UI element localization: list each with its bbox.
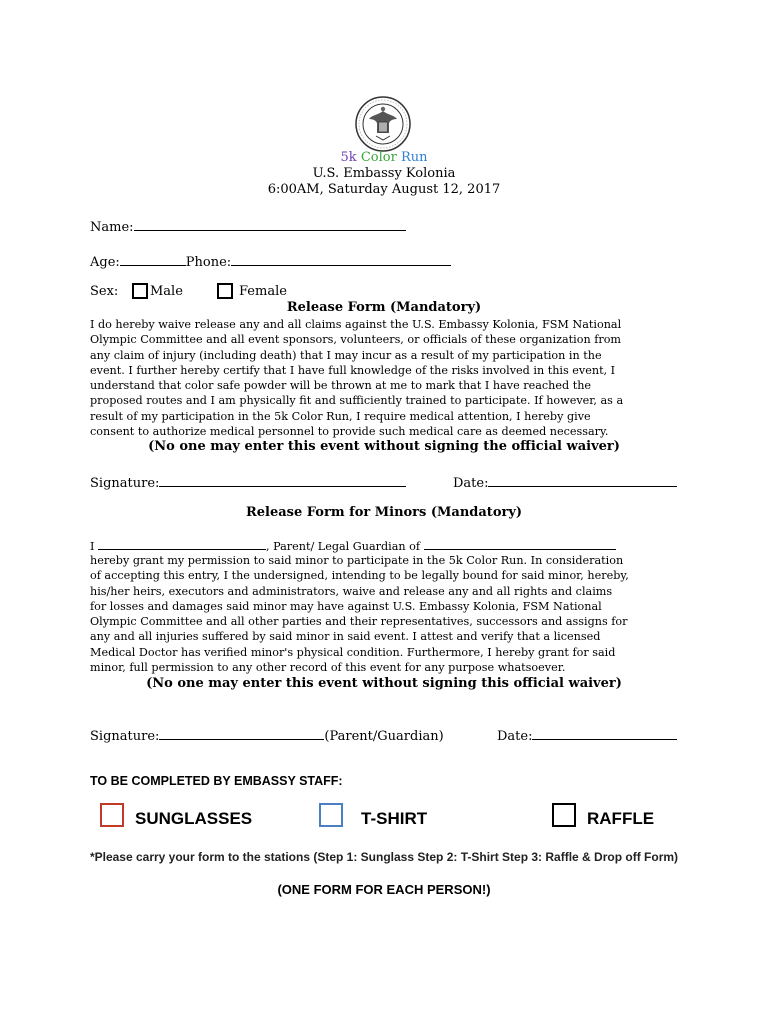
title-part-5k: 5k [340, 150, 357, 165]
minors-line: hereby grant my permission to said minor to participate in the 5k Color Run. In consideration [90, 554, 624, 567]
release-line: consent to authorize medical personnel to provide such medical care as deemed necessary. [90, 425, 609, 439]
minors-date-field[interactable] [532, 725, 677, 740]
date-label: Date: [453, 476, 489, 491]
minors-paragraph [90, 553, 680, 675]
minors-line: any and all injuries suffered by said minor in said event. I attest and verify that a licensed [90, 630, 601, 644]
title-part-color: Color [360, 150, 397, 165]
minors-signature-label: Signature: [90, 729, 160, 744]
release-line: any claim of injury (including death) that I may incur as a result of my participation in the [90, 348, 602, 362]
minors-signature-row [90, 725, 444, 744]
female-checkbox[interactable] [217, 283, 233, 299]
raffle-label: RAFFLE [587, 809, 655, 828]
name-field[interactable] [134, 216, 406, 231]
signature-field[interactable] [159, 472, 406, 487]
minors-line: of accepting this entry, I the undersigned, intending to be legally bound for said minor, hereby, [90, 569, 629, 583]
age-field[interactable] [120, 251, 186, 266]
release-heading: Release Form (Mandatory) [286, 300, 482, 315]
female-label: Female [239, 284, 287, 299]
release-paragraph [90, 317, 680, 439]
organization: U.S. Embassy Kolonia [312, 166, 456, 181]
minors-line: minor, full permission to any other record of this event for any purpose whatsoever. [90, 661, 566, 675]
minor-name-field[interactable] [424, 538, 616, 550]
minors-line: Medical Doctor has verified minor's physical condition. Furthermore, I hereby grant for said [90, 645, 616, 659]
phone-field[interactable] [231, 251, 451, 266]
minors-line: his/her heirs, executors and administrators, waive and release any and all rights and claims [90, 584, 613, 598]
minors-date-row [497, 725, 677, 744]
minors-line: Olympic Committee and all other parties and their representatives, successors and assigns for [90, 615, 628, 629]
minors-line: for losses and damages said minor may have against U.S. Embassy Kolonia, FSM National [90, 599, 602, 613]
minors-notice: (No one may enter this event without signing this official waiver) [146, 676, 622, 691]
male-checkbox[interactable] [132, 283, 148, 299]
phone-label: Phone: [185, 255, 232, 270]
date-field[interactable] [488, 472, 677, 487]
sex-label: Sex: [90, 284, 119, 299]
age-label: Age: [90, 255, 120, 270]
signature-label: Signature: [90, 476, 160, 491]
event-datetime: 6:00AM, Saturday August 12, 2017 [267, 182, 501, 197]
tshirt-checkbox[interactable] [319, 803, 343, 827]
release-line: proposed routes and I am physically fit and sufficiently trained to participate. If however, as a [90, 394, 624, 408]
staff-heading: TO BE COMPLETED BY EMBASSY STAFF: [90, 774, 343, 788]
release-signature-row [90, 472, 406, 491]
title-part-run: Run [400, 150, 428, 165]
release-line: I do hereby waive release any and all claims against the U.S. Embassy Kolonia, FSM National [90, 318, 622, 331]
station-instructions: *Please carry your form to the stations (Step 1: Sunglass Step 2: T-Shirt Step 3: Raffle & Drop off Form) [89, 850, 679, 864]
male-label: Male [150, 284, 183, 299]
minors-heading: Release Form for Minors (Mandatory) [245, 505, 523, 520]
minors-i-label: I [90, 540, 95, 553]
release-line: event. I further hereby certify that I have full knowledge of the risks involved in this event, I [90, 363, 616, 377]
raffle-checkbox[interactable] [552, 803, 576, 827]
name-label: Name: [90, 220, 134, 235]
event-title [0, 150, 768, 165]
release-notice: (No one may enter this event without signing the official waiver) [148, 439, 620, 454]
tshirt-label: T-SHIRT [361, 809, 428, 828]
release-line: understand that color safe powder will be thrown at me to mark that I have reached the [90, 379, 592, 393]
release-line: Olympic Committee and all event sponsors, volunteers, or officials of these organization from [90, 333, 622, 347]
embassy-seal-icon [354, 95, 412, 153]
guardian-of-label: , Parent/ Legal Guardian of [265, 540, 421, 553]
minors-signature-field[interactable] [159, 725, 324, 740]
name-row [90, 216, 406, 235]
minors-date-label: Date: [497, 729, 533, 744]
one-form-notice: (ONE FORM FOR EACH PERSON!) [277, 882, 491, 897]
sunglasses-checkbox[interactable] [100, 803, 124, 827]
release-date-row [453, 472, 677, 491]
release-line: result of my participation in the 5k Color Run, I require medical attention, I hereby give [90, 409, 591, 423]
age-phone-row [90, 251, 451, 270]
minors-first-line [90, 538, 616, 553]
guardian-name-field[interactable] [98, 538, 266, 550]
sunglasses-label: SUNGLASSES [135, 809, 253, 828]
guardian-label: (Parent/Guardian) [324, 729, 444, 744]
